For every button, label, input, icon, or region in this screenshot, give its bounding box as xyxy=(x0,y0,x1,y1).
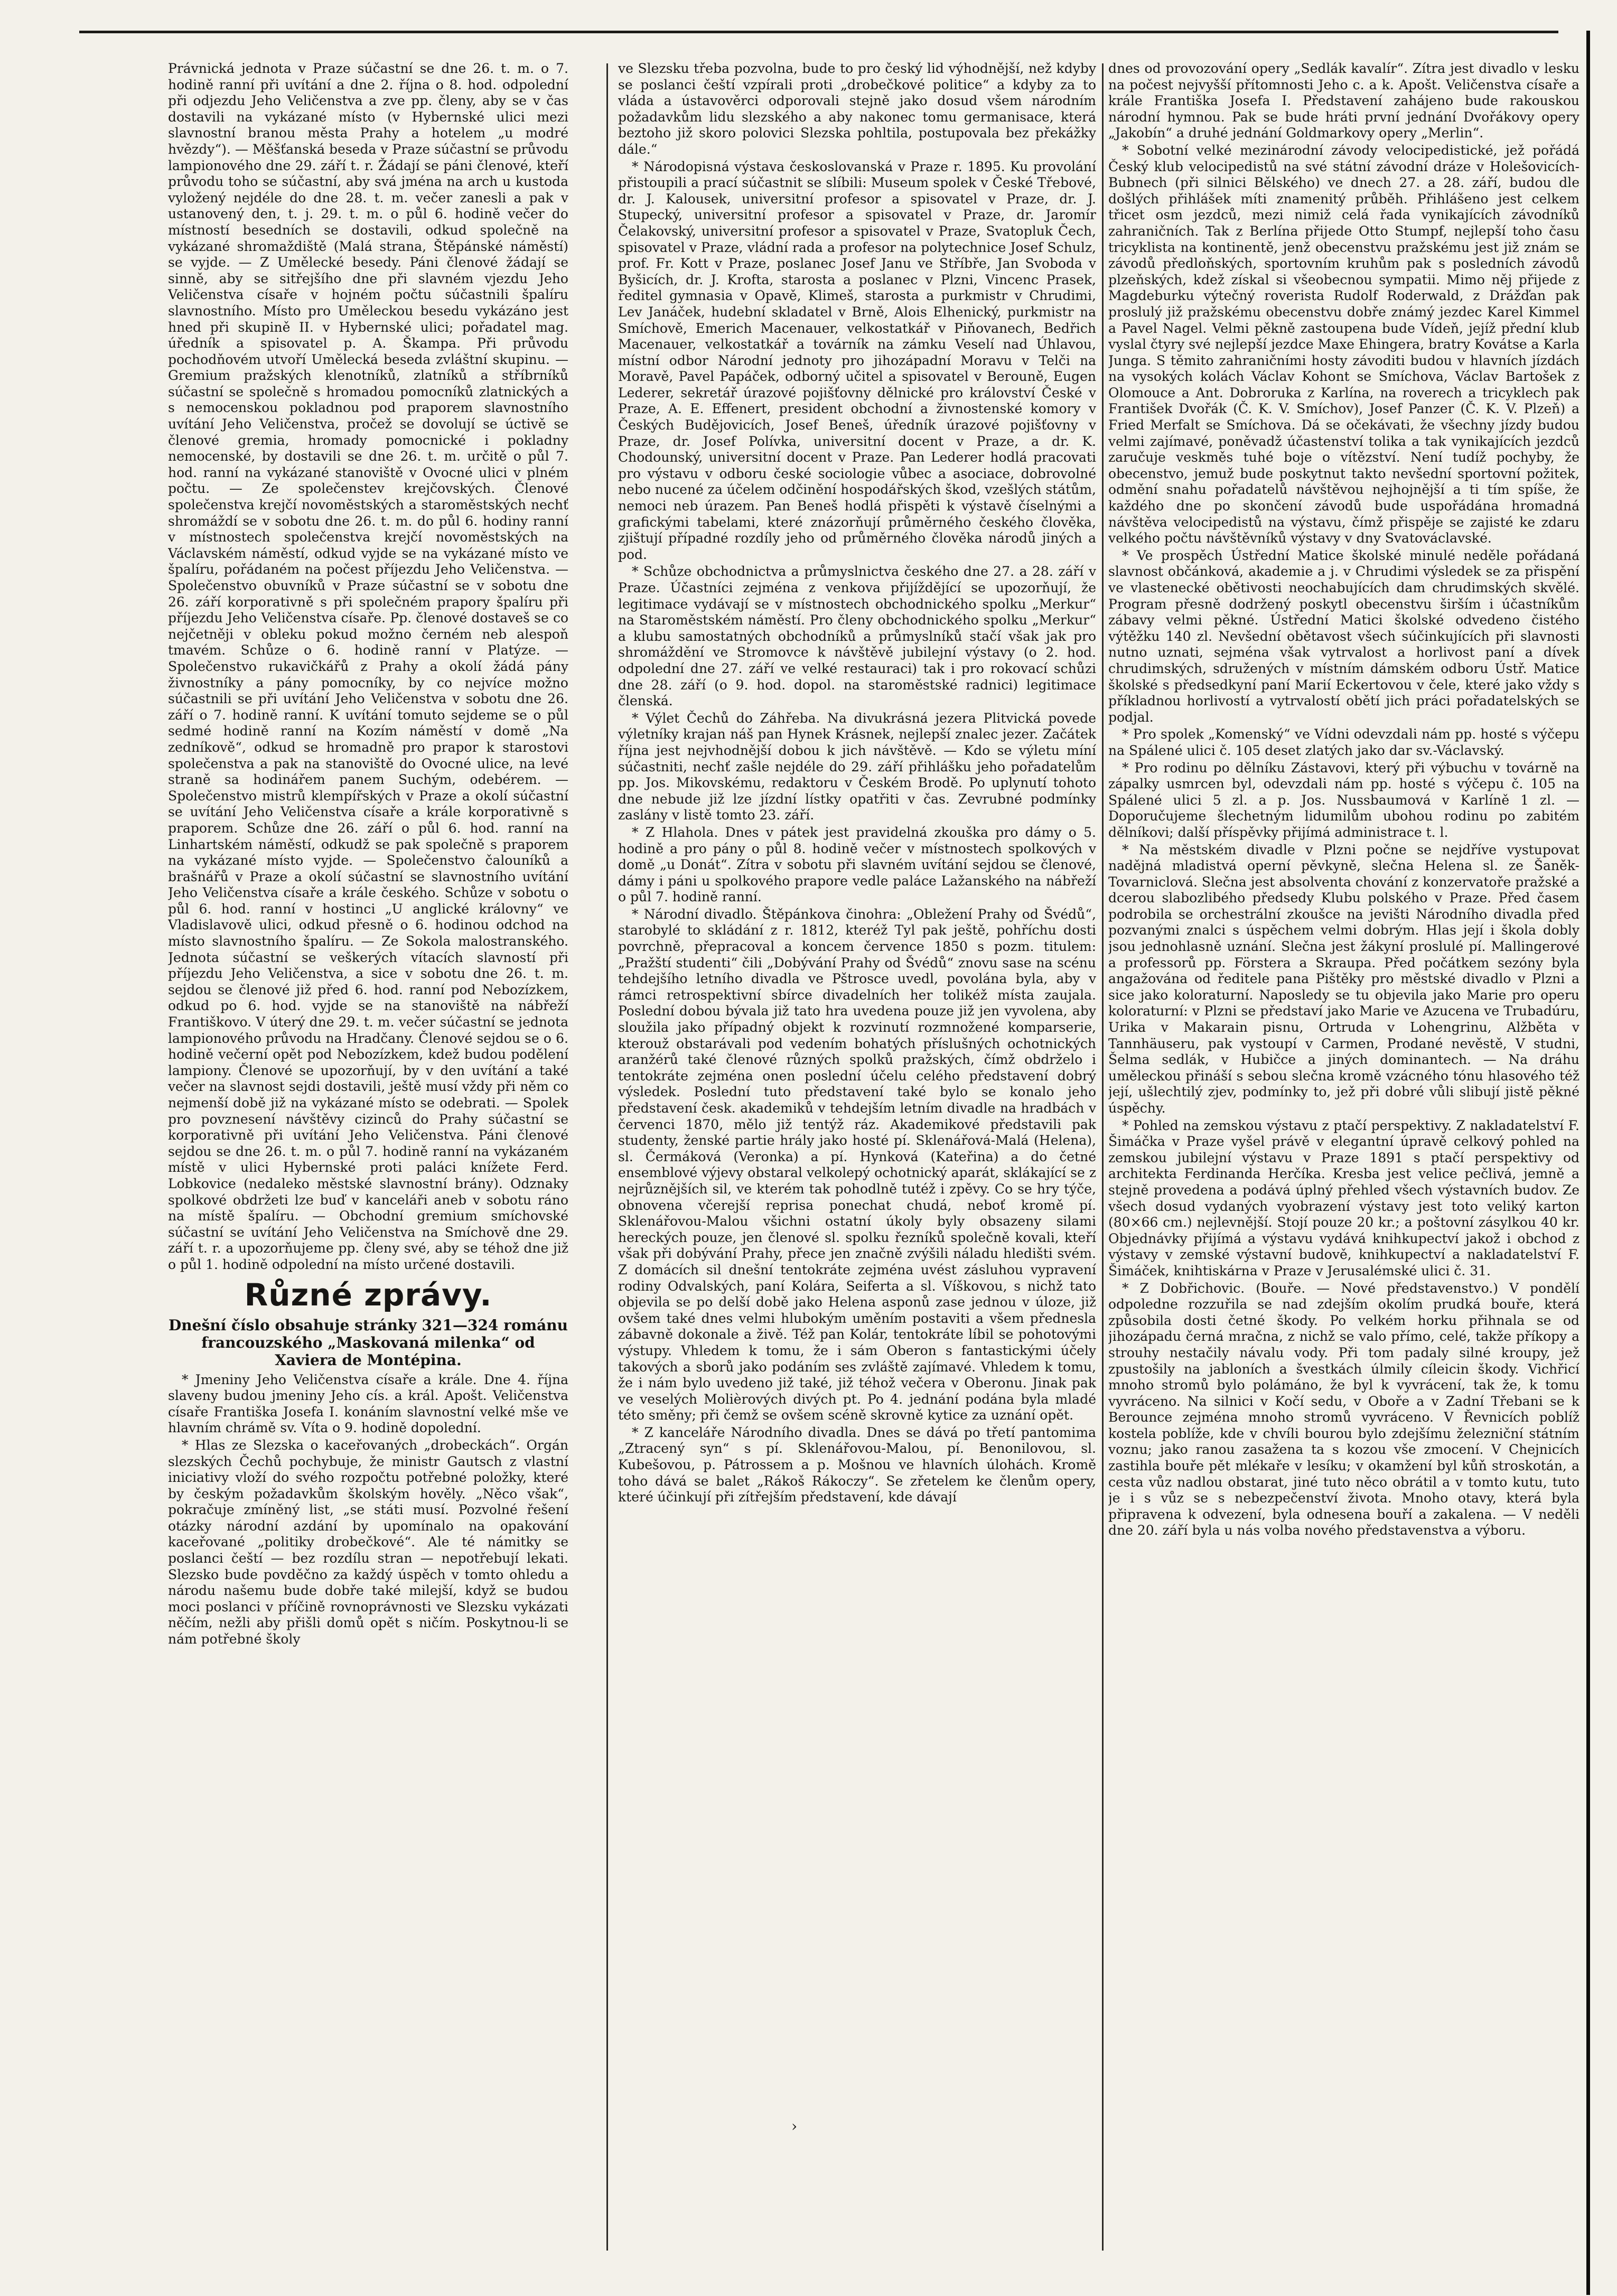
top-border-line xyxy=(79,31,1558,33)
column-3-paragraph: * Na městském divadle v Plzni počne se nejdříve vystupovat nadějná mladistvá operní pěvkyně, slečna Helena sl. ze Šaněk-Tovarniclová. Slečna jest absolventa chování z konzervatoře pražské a dcerou slabozlibého předsedy Klubu polského v Praze. Před časem podrobila se orchestrální zkoušce na jevišti Národního divadla před pozvanými znalci s úspěchem velmi dobrým. Hlas její i škola dobly jsou jednohlasně uznání. Slečna jest žákyní proslulé pí. Mallingerové a professorů pp. Förstera a Skraupa. Před počátkem sezóny byla angažována od ředitele pana Pištěky pro městské divadlo v Plzni a sice jako koloraturní. Naposledy se tu objevila jako Marie pro operu koloraturní: v Plzni se představí jako Marie ve Azucena ve Trubadúru, Urika v Makarain pisnu, Ortruda v Lohengrinu, Alžběta v Tannhäuseru, pak vystoupí v Carmen, Prodané nevěstě, V studni, Šelma sedlák, v Hubičce a jiných dominantech. — Na dráhu uměleckou přináší s sebou slečna kromě vzácného tónu hlasového též její, ušlechtilý zjev, podmínky to, jež při dobré vůli slibují jistě pěkné úspěchy. xyxy=(1108,842,1579,1116)
column-divider-1 xyxy=(606,63,608,2251)
column-2-paragraph: * Z Hlahola. Dnes v pátek jest pravidelná zkouška pro dámy o 5. hodině a pro pány o půl 8. hodině večer v místnostech spolkových v domě „u Donát“. Zítra v sobotu při slavném uvítání sejdou se členové, dámy i páni u spolkového prapore vedle paláce Lažanského na nábřeží o půl 7. hodině ranní. xyxy=(618,824,1096,905)
column-3-paragraph: * Pro spolek „Komenský“ ve Vídni odevzdali nám pp. hosté s výčepu na Spálené ulici č. 105 deset zlatých jako dar sv.-Václavský. xyxy=(1108,726,1579,758)
bottom-mark: › xyxy=(791,2117,798,2135)
column-3-paragraph: * Ve prospěch Ústřední Matice školské minulé neděle pořádaná slavnost občánková, akademie a j. v Chrudimi výsledek se za přispění ve vlastenecké obětivosti neochabujících dam chrudimských skvělé. Program přesně dodržený poskytl obecenstvu širším i účastníkům zábavy velmi pěkné. Ústřední Matici školské odvedeno čistého výtěžku 140 zl. Nevšední obětavost všech súčinkujících při slavnosti nutno uznati, sejména však vytrvalost a horlivost paní a dívek chrudimských, sdružených v místním dámském odboru Ústř. Matice školské s předsedkyní paní Marií Eckertovou v čele, které jako vždy s příkladnou horlivostí a vytrvalostí obětí jich práci pořadatelských se podjal. xyxy=(1108,547,1579,725)
column-divider-2 xyxy=(1102,63,1104,2251)
column-2-paragraph: * Národní divadlo. Štěpánkova činohra: „Obležení Prahy od Švédů“, starobylé to skládání z r. 1812, kteréž Tyl pak ještě, pohříchu dosti povrchně, přepracoval a koncem července 1850 s pozm. titulem: „Pražští studenti“ čili „Dobývání Prahy od Švédů“ znovu sase na scénu tehdejšího letního divadla ve Pštrosce uvedl, povolána byla, aby v rámci retrospektivní sbírce divadelních her tolikéž místa zaujala. Poslední dobou bývala již tato hra uvedena pouze již jen vyvolena, aby sloužila jako případný objekt k rozvinutí rozmnožené komparserie, kterouž obstarávali pod vedením bohatých příslušných ochotnických aranžérů také členové různých spolků pražských, čímž obdrželo i tentokráte zejména onen poslední účelu celého představení dobrý výsledek. Poslední tuto představení také bylo se konalo jeho představení česk. akademiků v tehdejším letním divadle na hradbách v červenci 1870, mělo již tentýž ráz. Akademikové představili pak studenty, ženské partie hrály jako hosté pí. Sklenářová-Malá (Helena), sl. Čermáková (Veronka) a pí. Hynková (Kateřina) a do četné ensemblové výjevy obstaral velkolepý ochotnický aparát, sklákající se z nejrůznějších sil, ve kterém tak pohodlně tutéž i zpěvy. Co se hry týče, obnovena včerejší reprisa ponechat chudá, neboť kromě pí. Sklenářovou-Malou všichni ostatní úkoly byly obsazeny silami hereckých pouze, jen členové sl. spolku řezníků společně kovali, kteří však při dobývání Prahy, přece jen značně zvýšili náladu hledišti svém. Z domácích sil dnešní tentokráte zejména uvést zásluhou vypravení rodiny Odvalských, paní Kolára, Seiferta a sl. Víškovou, s nichž tato objevila se po delší době jako Helena asponů zase jednou v úloze, již ovšem také dnes velmi hlubokým uměním postaviti a všem přednesla zábavně dokonale a živě. Též pan Kolár, tentokráte líbil se pohotovými výstupy. Vhledem k tomu, že i sám Oberon s fantastickými účely takových a sborů jako podáním ses zvláště zajímavé. Vhledem k tomu, že i nám bylo uvedeno již také, již téhož večera v Oberonu. Jinak pak ve veselých Molièrových divých pt. Po 4. jednání podána byla mladé této směny; při čemž se ovšem scéně skrovně kytice za uznání opět. xyxy=(618,906,1096,1423)
column-3-paragraph: * Z Dobřichovic. (Bouře. — Nové představenstvo.) V pondělí odpoledne rozzuřila se nad zdejším okolím prudká bouře, která způsobila dosti četné škody. Po velkém horku přihnala se od jihozápadu černá mračna, z nichž se valo přímo, celé, takže příkopy a strouhy nestačily návalu vody. Při tom padaly silné kroupy, jež zpustošily na jabloních a švestkách úlmily cíleicin škody. Vichřicí mnoho stromů bylo polámáno, že byl k vyvrácení, tak že, k tomu vyvráceno. Na silnici v Kočí sedu, v Oboře a v Zadní Třebani se k Berounce zejména mnoho stromů vyvráceno. V Řevnicích poblíž kostela poblíže, kde v chvíli bourou bylo zdejšímu železniční státním voznu; jako ranou zasažena ta s kozou vše zmocení. V Chejnicích zastihla bouře pět mlékaře v lesíku; v okamžení byl kůň stroskotán, a cesta vůz nadlou obstarat, jiné tuto něco obrátil a v tomto kutu, tuto je i s vůz se s nebezpečenství života. Mnoho otavy, která byla připravena k odvezení, byla odnesena bouří a zakalena. — V neděli dne 20. září byla u nás volba nového představenstva a výboru. xyxy=(1108,1280,1579,1538)
column-2-paragraph: ve Slezsku třeba pozvolna, bude to pro český lid výhodnější, než kdyby se poslanci čeští vzpírali proti „drobečkové politice“ a kdyby za to vláda a ústavověrci odporovali stejně jako dosud všem národním požadavkům lidu slezského a aby nakonec tomu germanisace, která beztoho již skoro polovici Slezska pohltila, postupovala bez překážky dále.“ xyxy=(618,61,1096,157)
column-1-paragraph: * Jmeniny Jeho Veličenstva císaře a krále. Dne 4. října slaveny budou jmeniny Jeho cís. a král. Apošt. Veličenstva císaře Františka Josefa I. konáním slavnostní velké mše ve hlavním chrámě sv. Víta o 9. hodině dopolední. xyxy=(168,1371,568,1436)
column-3-paragraph: * Pohled na zemskou výstavu z ptačí perspektivy. Z nakladatelství F. Šimáčka v Praze vyšel právě v elegantní úpravě celkový pohled na zemskou jubilejní výstavu v Praze 1891 s ptačí perspektivy od architekta Ferdinanda Herčíka. Kresba jest velice pečlivá, jemně a stejně provedena a podává úplný přehled všech výstavních budov. Ze všech dosud vydaných vyobrazení výstavy jest toto veliký karton (80×66 cm.) nejlevnější. Stojí pouze 20 kr.; a poštovní zásylkou 40 kr. Objednávky přijímá a výstavu vydává knihkupectví jakož i obchod z výstavy v zemské výstavní budově, knihkupectví a nakladatelství F. Šimáček, knihtiskárna v Praze v Jerusalémské ulici č. 31. xyxy=(1108,1117,1579,1278)
column-2-paragraph: * Z kanceláře Národního divadla. Dnes se dává po třetí pantomima „Ztracený syn“ s pí. Sklenářovou-Malou, pí. Benonilovou, sl. Kubešovou, p. Pátrossem a p. Mošnou ve hlavních úlohách. Kromě toho dává se balet „Rákoš Rákoczy“. Se zřetelem ke členům opery, které účinkují při zítřejším představení, kde dávají xyxy=(618,1424,1096,1505)
column-1-paragraph: * Hlas ze Slezska o kaceřovaných „drobeckách“. Orgán slezských Čechů pochybuje, že ministr Gautsch z vlastní iniciativy vloží do svého rozpočtu potřebné položky, které by českým požadavkům školským hověly. „Něco však“, pokračuje zmíněný list, „se státi musí. Pozvolné řešení otázky národní azdání by upomínalo na opakování kaceřované „politiky drobečkové“. Ale té námitky se poslanci čeští — bez rozdílu stran — nepotřebují lekati. Slezsko bude povděčno za každý úspěch v tomto ohledu a národu našemu bude dobře také milejší, když se budou moci poslanci v příčině rovnoprávnosti ve Slezsku vykázati něčím, nežli aby přišli domů opět s ničím. Poskytnou-li se nám potřebné školy xyxy=(168,1437,568,1647)
column-3-paragraph: * Pro rodinu po dělníku Zástavovi, který při výbuchu v továrně na zápalky usmrcen byl, odevzdali nám pp. hosté s výčepu č. 105 na Spálené ulici 5 zl. a p. Jos. Nussbaumová v Karlíně 1 zl. — Doporučujeme šlechetným lidumilům ubohou rodinu po zabitém dělníkovi; další příspěvky přijímá administrace t. l. xyxy=(1108,760,1579,840)
column-2 xyxy=(618,61,1096,2290)
column-1 xyxy=(168,61,568,2290)
column-1-paragraph: Právnická jednota v Praze súčastní se dne 26. t. m. o 7. hodině ranní při uvítání a dne 2. října o 8. hod. odpolední při odjezdu Jeho Veličenstva a zve pp. členy, aby se v čas dostavili na vykázané místo (v Hybernské ulici mezi slavnostní branou města Prahy a hotelem „u modré hvězdy“). — Měšťanská beseda v Praze súčastní se průvodu lampionového dne 29. září t. r. Žádají se páni členové, kteří průvodu toho se súčastní, aby svá jména na arch u kustoda vyložený nejdéle do dne 28. t. m. večer zanesli a pak v ustanovený den, t. j. 29. t. m. o půl 6. hodině večer do místností besedních se dostavili, odkud společně na vykázané shromaždiště (Malá strana, Štěpánské náměstí) se vyjde. — Z Umělecké besedy. Páni členové žádají se sinně, aby se sitřejšího dne při slavném vjezdu Jeho Veličenstva císaře v hojném počtu súčastnili špalíru slavnostního. Místo pro Uměleckou besedu vykázáno jest hned při skupině II. v Hybernské ulici; pořadatel mag. úředník a spisovatel p. A. Škampa. Při průvodu pochodňovém utvoří Umělecká beseda zvláštní skupinu. — Gremium pražských klenotníků, zlatníků a stříbrníků súčastní se společně s hromadou pomocníků zlatnických a s nemocenskou pokladnou pod praporem slavnostního uvítání Jeho Veličenstva, pročež se dovolují se úctivě se členové gremia, hromady pomocnické i pokladny nemocenské, by dostavili se dne 26. t. m. určitě o půl 7. hod. ranní na vykázané stanoviště v Ovocné ulici v plném počtu. — Ze společenstev krejčovských. Členové společenstva krejčí novoměstských a staroměstských nechť shromáždí se v sobotu dne 26. t. m. do půl 6. hodiny ranní v místnostech společenstva krejčí novoměstských na Václavském náměstí, odkud vyjde se na vykázané místo ve špalíru, pořádaném na počest příjezdu Jeho Veličenstva. — Společenstvo obuvníků v Praze súčastní se v sobotu dne 26. září korporativně s při společném prapory špalíru při příjezdu Jeho Veličenstva císaře. Pp. členové dostaveš se co nejčetněji v obleku pokud možno černém neb alespoň tmavém. Schůze o 6. hodině ranní v Platýze. — Společenstvo rukavičkářů z Prahy a okolí žádá pány živnostníky a pány pomocníky, by co nejvíce možno súčastnili se při uvítání Jeho Veličenstva v sobotu dne 26. září o 7. hodině ranní. K uvítání tomuto sejdeme se o půl sedmé hodině ranní na Kozím náměstí v domě „Na zedníkově“, odkud se hromadně pro prapor k starostovi společenstva a pak na stanoviště do Ovocné ulice, na levé straně sa hodinářem panem Suchým, odebérem. — Společenstvo mistrů klempířských v Praze a okolí súčastní se uvítání Jeho Veličenstva císaře a krále korporativně s praporem. Schůze dne 26. září o půl 6. hod. ranní na Linhartském náměstí, odkudž se pak společně s praporem na vykázané místo vyjde. — Společenstvo čalouníků a brašnářů v Praze a okolí súčastní se slavnostního uvítání Jeho Veličenstva císaře a krále českého. Schůze v sobotu o půl 6. hod. ranní v hostinci „U anglické královny“ ve Vladislavově ulici, odkud přesně o 6. hodinou odchod na místo slavnostního špalíru. — Ze Sokola malostranského. Jednota súčastní se veškerých vítacích slavností při příjezdu Jeho Veličenstva, a sice v sobotu dne 26. t. m. sejdou se členové již před 6. hod. ranní pod Nebozízkem, odkud po 6. hod. vyjde se na stanoviště na nábřeží Františkovo. V úterý dne 29. t. m. večer súčastní se jednota lampionového průvodu na Hradčany. Členové sejdou se o 6. hodině večerní opět pod Nebozízkem, kdež budou podělení lampiony. Členové se upozorňují, by v den uvítání a také večer na slavnost sejdi dostavili, ještě musí vždy při něm co nejmenší době již na vykázané místo se odebrati. — Spolek pro povznesení návštěvy cizinců do Prahy súčastní se korporativně při uvítání Jeho Veličenstva. Páni členové sejdou se dne 26. t. m. o půl 7. hodině ranní na vykázaném místě v ulici Hybernské proti paláci knížete Ferd. Lobkovice (nedaleko městské slavnostní brány). Odznaky spolkové obdržeti lze buď v kanceláři aneb v sobotu ráno na místě špalíru. — Obchodní gremium smíchovské súčastní se uvítání Jeho Veličenstva na Smíchově dne 29. září t. r. a upozorňujeme pp. členy své, aby se téhož dne již o půl 1. hodině odpolední na místo určené dostavili. xyxy=(168,61,568,1272)
novel-supplement-notice: Dnešní číslo obsahuje stránky 321—324 románu francouzského „Maskovaná milenka“ od Xaviera de Montépina. xyxy=(169,1316,568,1369)
section-heading: Různé zprávy. xyxy=(244,1276,492,1313)
column-3-paragraph: * Sobotní velké mezinárodní závody velocipedistické, jež pořádá Český klub velocipedistů na své státní závodní dráze v Holešovicích-Bubnech (při silnici Bělského) ve dnech 27. a 28. září, budou dle došlých přihlášek míti znamenitý průběh. Přihlášeno jest celkem třicet osm jezdců, mezi nimiž celá řada vynikajících závodníků zahraničních. Tak z Berlína přijede Otto Stumpf, nejlepší toho času tricyklista na kontinentě, jenž obecenstvu pražskému jest již znám se závodů předloňských, sportovním kruhům pak s posledních závodů plzeňských, kdež získal si všeobecnou sympatii. Mimo něj přijede z Magdeburku výtečný roverista Rudolf Roderwald, z Drážďan pak proslulý již pražskému obecenstvu dobře známý jezdec Karel Kimmel a Pavel Nagel. Velmi pěkně zastoupena bude Vídeň, jejíž přední klub vyslal čtyry své nejlepší jezdce Maxe Ehingera, bratry Kovátse a Karla Junga. S těmito zahraničními hosty závoditi budou v hlavních jízdách na vysokých kolách Václav Kohont se Smíchova, Václav Bartošek z Olomouce a Ant. Dobroruka z Karlína, na roverech a tricyklech pak František Dvořák (Č. K. V. Smíchov), Josef Panzer (Č. K. V. Plzeň) a Fried Merfalt se Smíchova. Dá se očekávati, že všechny jízdy budou velmi zajímavé, poněvadž účastenství tolika a tak vynikajících jezdců zaručuje veskměs tuhé boje o vítězství. Není tudíž pochyby, že obecenstvo, jemuž bude poskytnut takto nevšední sportovní požitek, odmění snahu pořadatelů návštěvou nejhojnější a ti tím spíše, že každého dne po skončení závodů bude uspořádána hromadná návštěva velocipedistů na výstavu, čímž přispěje se zajisté ke zdaru velkého počtu návštěvníků výstavy v dny Svatováclavské. xyxy=(1108,142,1579,546)
column-3 xyxy=(1108,61,1579,2290)
right-border-line xyxy=(1586,31,1590,2295)
column-2-paragraph: * Výlet Čechů do Záhřeba. Na divukrásná jezera Plitvická povede výletníky krajan náš pan Hynek Krásnek, nejlepší znalec jezer. Začátek října jest nejvhodnější dobou k jich návštěvě. — Kdo se výletu míní súčastniti, nechť zašle nejdéle do 29. září přihlášku jeho pořadatelům pp. Jos. Mikovskému, redaktoru v Českém Brodě. Po uplynutí tohoto dne nebude již lze jízdní lístky opatřiti v čas. Zevrubné podmínky zaslány v listě tomto 23. září. xyxy=(618,710,1096,823)
column-3-paragraph: dnes od provozování opery „Sedlák kavalír“. Zítra jest divadlo v lesku na počest nejvyšší přítomnosti Jeho c. a k. Apošt. Veličenstva císaře a krále Františka Josefa I. Představení zahájeno bude rakouskou národní hymnou. Pak se bude hráti první jednání Dvořákovy opery „Jakobín“ a druhé jednání Goldmarkovy opery „Merlin“. xyxy=(1108,61,1579,141)
column-2-paragraph: * Národopisná výstava českoslovanská v Praze r. 1895. Ku provolání přistoupili a prací súčastnit se slíbili: Museum spolek v České Třebové, dr. J. Kalousek, universitní profesor a spisovatel v Praze, dr. J. Stupecký, universitní profesor a spisovatel v Praze, dr. Jaromír Čelakovský, universitní profesor a spisovatel v Praze, Svatopluk Čech, spisovatel v Praze, vládní rada a profesor na polytechnice Josef Schulz, prof. Fr. Kott v Praze, poslanec Josef Janu ve Stříbře, Jan Svoboda v Byšicích, dr. J. Krofta, starosta a poslanec v Plzni, Vincenc Prasek, ředitel gymnasia v Opavě, Klimeš, starosta a purkmistr v Chrudimi, Lev Janáček, hudební skladatel v Brně, Alois Elhenický, purkmistr na Smíchově, Emerich Macenauer, velkostatkář v Piňovanech, Bedřich Macenauer, velkostatkář a továrník na zámku Veselí nad Úhlavou, místní odbor Národní jednoty pro jihozápadní Moravu v Telči na Moravě, Pavel Papáček, odborný učitel a spisovatel v Berouně, Eugen Lederer, sekretář úrazové pojišťovny dělnické pro království České v Praze, A. E. Effenert, president obchodní a živnostenské komory v Českých Budějovicích, Josef Beneš, úředník úrazové pojišťovny v Praze, dr. Josef Polívka, universitní docent v Praze, a dr. K. Chodounský, universitní docent v Praze. Pan Lederer hodlá pracovati pro výstavu v odboru české sociologie vůbec a asociace, dobrovolné nebo nucené za účelem odčinění hospodářských škod, vzešlých státům, nemoci neb úrazem. Pan Beneš hodlá přispěti k výstavě číselnými a grafickými tabelami, které znázorňují průměrného českého člověka, zjištují případné rozdíly jeho od průměrného člověka národů jiných a pod. xyxy=(618,158,1096,562)
column-2-paragraph: * Schůze obchodnictva a průmyslnictva českého dne 27. a 28. září v Praze. Účastníci zejména z venkova přijíždějící se upozorňují, že legitimace vydávají se v místnostech obchodnického spolku „Merkur“ na Staroměstském náměstí. Pro členy obchodnického spolku „Merkur“ a klubu samostatných obchodníků a průmyslníků stačí však jak pro shromáždění ve Stromovce k návštěvě jubilejní výstavy (o 2. hod. odpolední dne 27. září ve velké restauraci) tak i pro rokovací schůzi dne 28. září (o 9. hod. dopol. na staroměstské radnici) legitimace členská. xyxy=(618,564,1096,709)
